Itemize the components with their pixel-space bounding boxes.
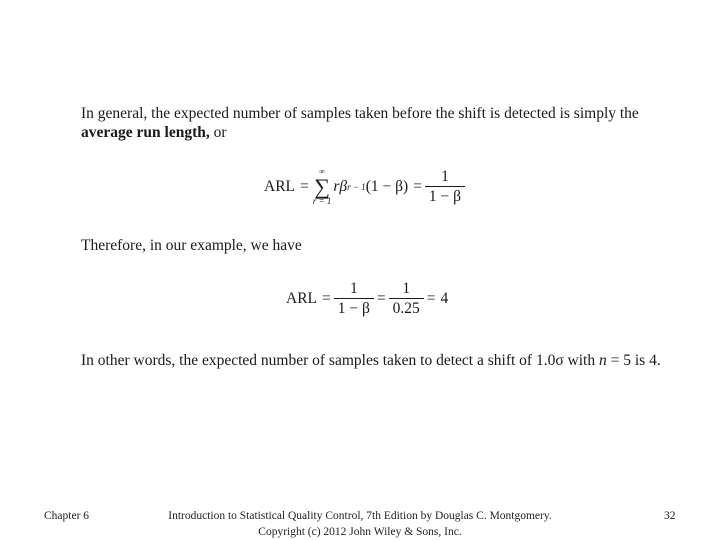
intro-text-end: or	[209, 124, 227, 141]
paragraph-intro	[81, 104, 661, 142]
eq1-term-beta: β	[339, 178, 348, 195]
intro-text-start: In general, the expected number of samples taken before the shift is detected is simply the	[81, 105, 639, 122]
footer-citation-line-2: Copyright (c) 2012 John Wiley & Sons, Inc.	[258, 526, 462, 538]
eq2-equals-3: =	[426, 290, 436, 307]
summation	[313, 168, 332, 207]
footer-page-number: 32	[664, 510, 676, 522]
eq1-frac-denominator: 1 − β	[425, 186, 465, 205]
conclusion-var-n: n	[599, 352, 607, 369]
sum-lower-limit: r = 1	[312, 195, 332, 206]
conclusion-text-start: In other words, the expected number of samples taken to detect a shift of 1.0σ with	[81, 352, 599, 369]
eq1-equals: =	[300, 178, 309, 195]
footer-chapter: Chapter 6	[44, 510, 90, 522]
eq1-exponent: r − 1	[347, 182, 366, 192]
eq2-frac2-numerator: 1	[402, 280, 411, 297]
eq2-fraction-1	[334, 281, 374, 317]
sum-upper-limit: ∞	[319, 166, 325, 176]
eq2-equals-2: =	[376, 290, 386, 307]
eq2-frac1-numerator: 1	[349, 280, 358, 297]
therefore-text: Therefore, in our example, we have	[81, 237, 302, 254]
sigma-symbol: ∑	[314, 173, 330, 199]
eq1-equals-2: =	[413, 178, 422, 195]
eq1-paren-term: (1 − β)	[365, 178, 409, 195]
equation-arl-general	[264, 166, 468, 208]
eq1-fraction	[425, 169, 465, 205]
eq2-frac2-denominator: 0.25	[389, 298, 424, 317]
eq1-frac-numerator: 1	[441, 168, 449, 185]
paragraph-conclusion	[81, 351, 661, 370]
eq2-equals-1: =	[322, 290, 331, 307]
eq1-term-r: r	[333, 178, 340, 195]
intro-bold-term: average run length,	[81, 124, 210, 141]
eq2-lhs: ARL	[286, 290, 317, 307]
eq1-lhs: ARL	[264, 178, 295, 195]
eq2-fraction-2	[389, 281, 424, 317]
eq2-result: 4	[440, 290, 449, 307]
eq2-frac1-denominator: 1 − β	[334, 298, 374, 317]
footer-citation-line-1: Introduction to Statistical Quality Control, 7th Edition by Douglas C. Montgomery.	[168, 510, 552, 522]
equation-arl-example	[286, 280, 448, 318]
paragraph-therefore	[81, 236, 661, 255]
conclusion-text-end: = 5 is 4.	[606, 352, 661, 369]
footer-citation	[130, 508, 590, 540]
